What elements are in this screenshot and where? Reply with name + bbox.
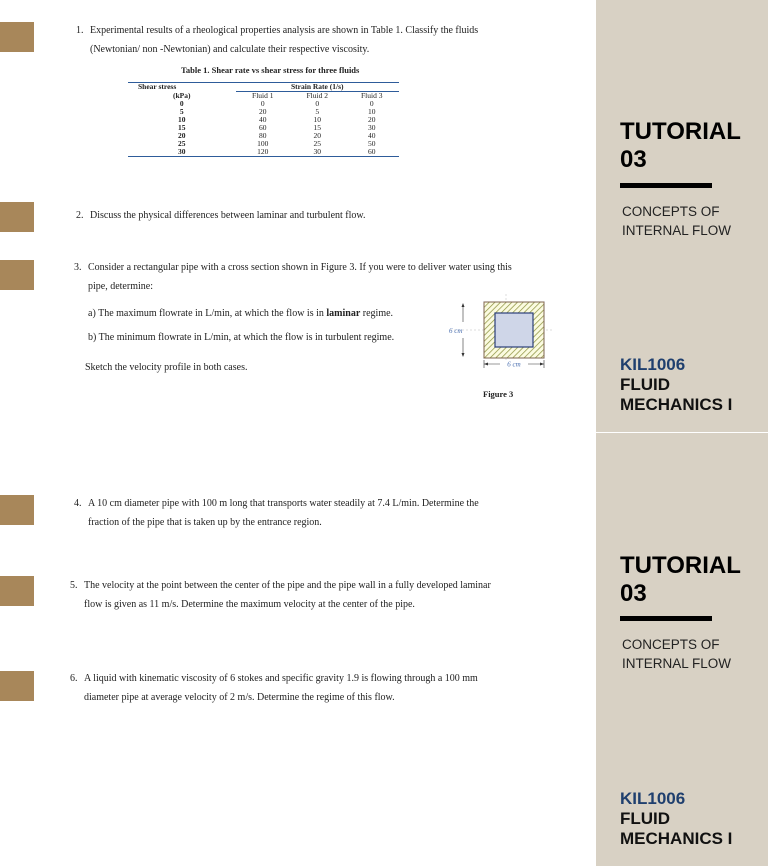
question-3 xyxy=(74,258,574,296)
strain-rate-cell: 30 xyxy=(368,123,376,132)
width-label: 6 cm xyxy=(507,360,521,369)
strain-rate-cell: 0 xyxy=(260,99,265,108)
subtitle-line: INTERNAL FLOW xyxy=(622,656,732,671)
tutorial-title-line: TUTORIAL xyxy=(620,118,741,145)
question-marker-5 xyxy=(0,576,34,606)
course-code: KIL1006 xyxy=(620,355,686,374)
question-2 xyxy=(76,206,566,225)
sidebar xyxy=(596,433,768,866)
question-marker-3 xyxy=(0,260,34,290)
table-header-fluid: Fluid 1 xyxy=(236,92,290,101)
strain-rate-cell: 0 xyxy=(315,99,320,108)
shear-rate-table xyxy=(128,82,399,157)
strain-rate-cell: 60 xyxy=(368,147,376,156)
question-number: 5. xyxy=(70,580,78,591)
figure-caption: Figure 3 xyxy=(483,389,514,399)
strain-rate-cell: 25 xyxy=(313,139,321,148)
question-text: b) The minimum flowrate in L/min, at which the flow is in turbulent regime. xyxy=(88,332,395,343)
question-5 xyxy=(70,576,565,614)
question-text-line: flow is given as 11 m/s. Determine the maximum velocity at the center of the pipe. xyxy=(84,599,415,610)
table-row xyxy=(128,148,399,157)
shear-stress-cell: 10 xyxy=(178,115,186,124)
course-code: KIL1006 xyxy=(620,789,686,808)
question-3b xyxy=(88,328,448,347)
question-number: 3. xyxy=(74,262,82,273)
table-header-rate: Strain Rate (1/s) xyxy=(291,82,344,91)
subtitle-line: CONCEPTS OF xyxy=(622,637,720,652)
question-text: regime. xyxy=(360,308,394,319)
question-text: Sketch the velocity profile in both cases. xyxy=(85,362,248,373)
strain-rate-cell: 20 xyxy=(259,107,267,116)
table-caption: Table 1. Shear rate vs shear stress for three fluids xyxy=(181,65,360,75)
strain-rate-cell: 10 xyxy=(313,115,321,124)
title-underline xyxy=(620,616,712,621)
strain-rate-cell: 80 xyxy=(259,131,267,140)
question-text-line: The velocity at the point between the center of the pipe and the pipe wall in a fully developed laminar xyxy=(84,580,491,591)
tutorial-number: 03 xyxy=(620,146,647,173)
subtitle-line: CONCEPTS OF xyxy=(622,204,720,219)
course-name: MECHANICS I xyxy=(620,829,733,848)
strain-rate-cell: 0 xyxy=(369,99,374,108)
shear-stress-cell: 5 xyxy=(179,107,184,116)
course-info xyxy=(620,355,732,415)
strain-rate-cell: 100 xyxy=(257,139,269,148)
tutorial-title xyxy=(620,118,741,174)
shear-stress-cell: 15 xyxy=(178,123,186,132)
arrow-down-icon xyxy=(462,353,465,357)
tutorial-subtitle xyxy=(622,202,731,240)
question-3-sketch xyxy=(85,358,385,377)
question-marker-4 xyxy=(0,495,34,525)
subtitle-line: INTERNAL FLOW xyxy=(622,223,732,238)
strain-rate-cell: 5 xyxy=(315,107,320,116)
question-marker-1 xyxy=(0,22,34,52)
shear-stress-cell: 25 xyxy=(178,139,186,148)
title-underline xyxy=(620,183,712,188)
question-text-line: diameter pipe at average velocity of 2 m/s. Determine the regime of this flow. xyxy=(84,692,395,703)
strain-rate-cell: 40 xyxy=(259,115,267,124)
strain-rate-cell: 10 xyxy=(368,107,376,116)
sidebar xyxy=(596,0,768,432)
course-name: FLUID xyxy=(620,375,671,394)
slide-2 xyxy=(0,433,768,866)
question-3a xyxy=(88,304,448,323)
tutorial-number: 03 xyxy=(620,580,647,607)
height-label: 6 cm xyxy=(449,327,463,335)
pipe-channel xyxy=(495,313,533,347)
question-marker-2 xyxy=(0,202,34,232)
question-text-line: A 10 cm diameter pipe with 100 m long that transports water steadily at 7.4 L/min. Determine the xyxy=(88,498,479,509)
tutorial-title xyxy=(620,552,741,608)
question-number: 6. xyxy=(70,673,78,684)
tutorial-subtitle xyxy=(622,635,731,673)
arrow-up-icon xyxy=(462,303,465,307)
question-text-line: Experimental results of a rheological properties analysis are shown in Table 1. Classify the fluids xyxy=(90,25,479,36)
question-4 xyxy=(74,494,564,532)
strain-rate-cell: 20 xyxy=(368,115,376,124)
emphasis-text: laminar xyxy=(326,308,361,319)
question-text-line: pipe, determine: xyxy=(88,281,153,292)
strain-rate-cell: 50 xyxy=(368,139,376,148)
strain-rate-cell: 15 xyxy=(313,123,321,132)
course-name: MECHANICS I xyxy=(620,395,733,414)
tutorial-title-line: TUTORIAL xyxy=(620,552,741,579)
strain-rate-cell: 120 xyxy=(257,147,269,156)
question-text-line: Consider a rectangular pipe with a cross section shown in Figure 3. If you were to deliver water using this xyxy=(88,262,512,273)
course-info xyxy=(620,789,732,849)
question-number: 1. xyxy=(76,25,84,36)
table-header-fluid: Fluid 2 xyxy=(290,92,344,101)
strain-rate-cell: 40 xyxy=(368,131,376,140)
question-1 xyxy=(76,21,566,59)
table-header-unit: (kPa) xyxy=(173,90,191,100)
question-marker-6 xyxy=(0,671,34,701)
strain-rate-cell: 60 xyxy=(259,123,267,132)
shear-stress-cell: 30 xyxy=(178,147,186,156)
question-text-line: A liquid with kinematic viscosity of 6 stokes and specific gravity 1.9 is flowing through a 100 mm xyxy=(84,673,478,684)
course-name: FLUID xyxy=(620,809,671,828)
question-number: 4. xyxy=(74,498,82,509)
strain-rate-cell: 20 xyxy=(313,131,321,140)
question-text-line: Discuss the physical differences between laminar and turbulent flow. xyxy=(90,210,366,221)
table-header-fluid: Fluid 3 xyxy=(345,92,400,101)
figure-3-rectangular-pipe xyxy=(446,294,556,374)
shear-stress-cell: 20 xyxy=(178,131,186,140)
table-header-shear: Shear stress xyxy=(138,82,177,92)
question-6 xyxy=(70,669,565,707)
strain-rate-cell: 30 xyxy=(313,147,321,156)
arrow-right-icon xyxy=(540,363,544,366)
shear-stress-cell: 0 xyxy=(179,99,184,108)
slide-1 xyxy=(0,0,768,432)
arrow-left-icon xyxy=(484,363,488,366)
question-number: 2. xyxy=(76,210,84,221)
question-text-line: (Newtonian/ non -Newtonian) and calculate their respective viscosity. xyxy=(90,44,370,55)
question-text-line: fraction of the pipe that is taken up by the entrance region. xyxy=(88,517,322,528)
question-text: a) The maximum flowrate in L/min, at which the flow is in xyxy=(88,308,327,319)
